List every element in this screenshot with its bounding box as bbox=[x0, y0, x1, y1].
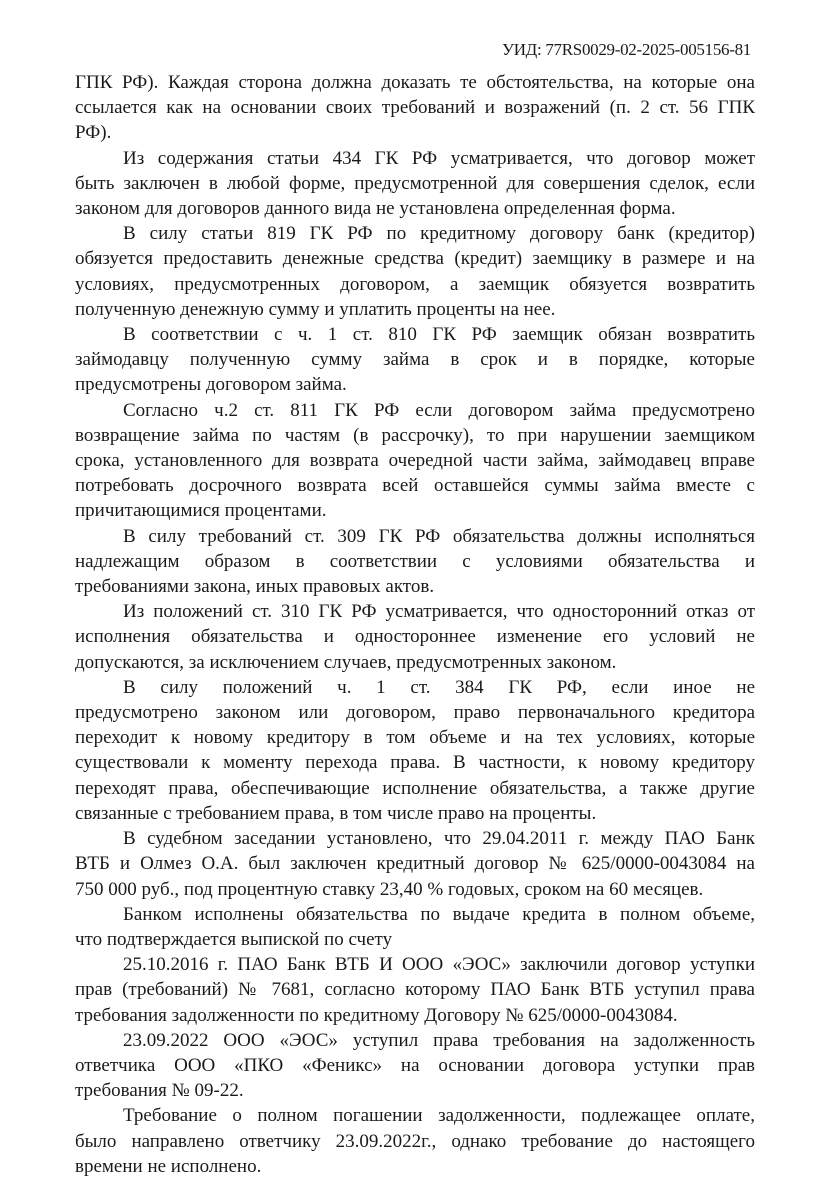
paragraph bbox=[75, 70, 755, 146]
paragraph bbox=[75, 675, 755, 826]
text-line: займодавцу полученную сумму займа в срок и в порядке, которые bbox=[75, 349, 755, 371]
paragraph bbox=[75, 524, 755, 600]
text-line: предусмотрено законом или договором, право первоначального кредитора bbox=[75, 702, 755, 724]
text-line: законом для договоров данного вида не установлена определенная форма. bbox=[75, 198, 676, 220]
paragraph bbox=[75, 1103, 755, 1179]
text-line: Из положений ст. 310 ГК РФ усматривается, что односторонний отказ от bbox=[123, 601, 755, 623]
text-line: потребовать досрочного возврата всей оставшейся суммы займа вместе с bbox=[75, 475, 755, 497]
text-line: срока, установленного для возврата очередной части займа, займодавец вправе bbox=[75, 450, 755, 472]
paragraph bbox=[75, 398, 755, 524]
document-uid: УИД: 77RS0029-02-2025-005156-81 bbox=[501, 40, 751, 59]
text-line: 23.09.2022 ООО «ЭОС» уступил права требования на задолженность bbox=[123, 1029, 755, 1051]
text-line: 750 000 руб., под процентную ставку 23,40 % годовых, сроком на 60 месяцев. bbox=[75, 878, 704, 900]
text-line: требования № 09-22. bbox=[75, 1080, 244, 1102]
text-line: предусмотрены договором займа. bbox=[75, 374, 347, 396]
text-line: В соответствии с ч. 1 ст. 810 ГК РФ заемщик обязан возвратить bbox=[123, 324, 755, 346]
text-line: полученную денежную сумму и уплатить проценты на нее. bbox=[75, 298, 556, 320]
text-line: допускаются, за исключением случаев, предусмотренных законом. bbox=[75, 651, 617, 673]
text-line: связанные с требованием права, в том числе право на проценты. bbox=[75, 802, 597, 824]
text-line: требования задолженности по кредитному Договору № 625/0000-0043084. bbox=[75, 1004, 678, 1026]
text-line: ответчика ООО «ПКО «Феникс» на основании договора уступки прав bbox=[75, 1054, 755, 1076]
text-line: что подтверждается выпиской по счету bbox=[75, 928, 393, 950]
paragraph bbox=[75, 322, 755, 398]
text-line: причитающимися процентами. bbox=[75, 500, 327, 522]
text-line: Согласно ч.2 ст. 811 ГК РФ если договором займа предусмотрено bbox=[123, 399, 755, 421]
text-line: ГПК РФ). Каждая сторона должна доказать те обстоятельства, на которые она bbox=[75, 72, 755, 93]
text-line: существовали к моменту перехода права. В частности, к новому кредитору bbox=[75, 752, 755, 774]
text-line: времени не исполнено. bbox=[75, 1155, 262, 1177]
text-line: 25.10.2016 г. ПАО Банк ВТБ И ООО «ЭОС» заключили договор уступки bbox=[123, 954, 755, 976]
paragraph bbox=[75, 952, 755, 1028]
paragraph bbox=[75, 902, 755, 952]
paragraph bbox=[75, 826, 755, 902]
text-line: В судебном заседании установлено, что 29.04.2011 г. между ПАО Банк bbox=[123, 828, 755, 850]
text-line: требованиями закона, иных правовых актов. bbox=[75, 576, 435, 598]
paragraph bbox=[75, 146, 755, 222]
text-line: В силу положений ч. 1 ст. 384 ГК РФ, если иное не bbox=[123, 676, 755, 698]
text-line: исполнения обязательства и одностороннее изменение его условий не bbox=[75, 626, 755, 648]
text-line: быть заключен в любой форме, предусмотренной для совершения сделок, если bbox=[75, 172, 755, 194]
document-body bbox=[75, 70, 755, 1179]
text-line: переходят права, обеспечивающие исполнение обязательства, а также другие bbox=[75, 777, 755, 799]
text-line: было направлено ответчику 23.09.2022г., однако требование до настоящего bbox=[75, 1130, 755, 1152]
text-line: надлежащим образом в соответствии с условиями обязательства и bbox=[75, 550, 755, 572]
paragraph bbox=[75, 599, 755, 675]
text-line: переходит к новому кредитору в том объеме и на тех условиях, которые bbox=[75, 727, 755, 749]
text-line: Банком исполнены обязательства по выдаче кредита в полном объеме, bbox=[123, 903, 755, 925]
text-line: ссылается как на основании своих требований и возражений (п. 2 ст. 56 ГПК bbox=[75, 97, 755, 119]
paragraph bbox=[75, 221, 755, 322]
text-line: условиях, предусмотренных договором, а заемщик обязуется возвратить bbox=[75, 273, 755, 295]
text-line: В силу требований ст. 309 ГК РФ обязательства должны исполняться bbox=[123, 525, 755, 547]
text-line: В силу статьи 819 ГК РФ по кредитному договору банк (кредитор) bbox=[123, 223, 755, 245]
text-line: Из содержания статьи 434 ГК РФ усматривается, что договор может bbox=[123, 147, 755, 169]
text-line: возвращение займа по частям (в рассрочку), то при нарушении заемщиком bbox=[75, 424, 755, 446]
text-line: Требование о полном погашении задолженности, подлежащее оплате, bbox=[123, 1105, 755, 1127]
text-line: прав (требований) № 7681, согласно которому ПАО Банк ВТБ уступил права bbox=[75, 979, 755, 1001]
text-line: ВТБ и Олмез О.А. был заключен кредитный договор № 625/0000-0043084 на bbox=[75, 853, 755, 875]
text-line: РФ). bbox=[75, 122, 112, 144]
paragraph bbox=[75, 1028, 755, 1104]
text-line: обязуется предоставить денежные средства (кредит) заемщику в размере и на bbox=[75, 248, 755, 270]
